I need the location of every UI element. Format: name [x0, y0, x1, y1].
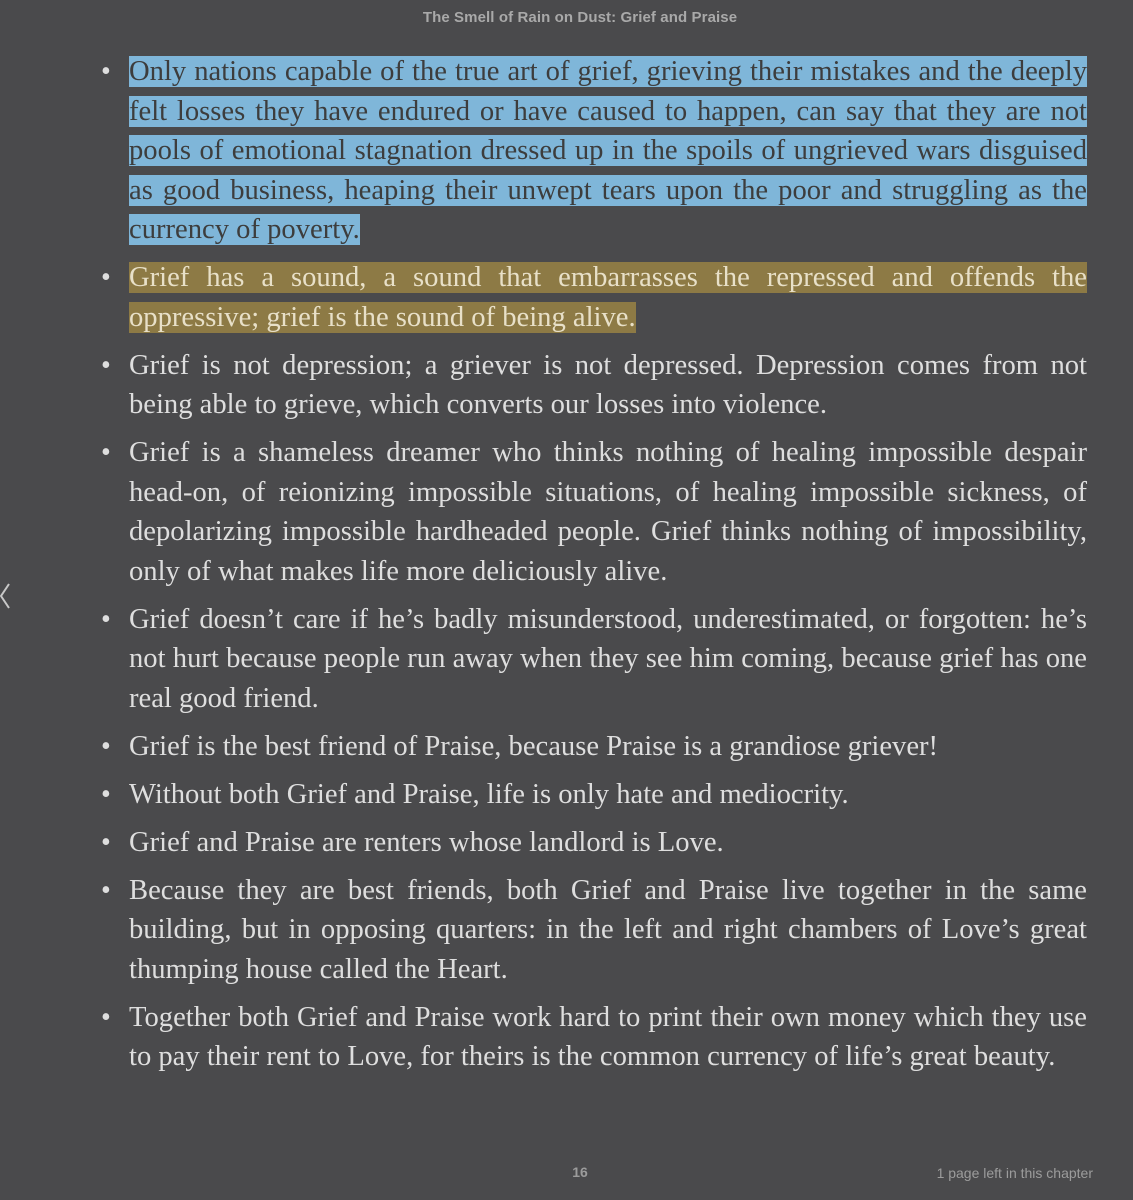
- pages-left-in-chapter: 1 page left in this chapter: [936, 1165, 1093, 1181]
- list-item[interactable]: [0, 998, 1087, 1077]
- list-item[interactable]: [0, 600, 1087, 719]
- passage-text[interactable]: Grief is not depression; a griever is not depressed. Depression comes from not being able to grieve, which converts our losses into violence.: [129, 349, 1087, 420]
- list-item[interactable]: [0, 871, 1087, 990]
- list-item[interactable]: [0, 433, 1087, 591]
- bullet-icon: •: [101, 56, 111, 87]
- passage-text[interactable]: Grief is the best friend of Praise, because Praise is a grandiose griever!: [129, 730, 939, 762]
- chapter-title: The Smell of Rain on Dust: Grief and Praise: [422, 9, 738, 26]
- passage-text[interactable]: Grief is a shameless dreamer who thinks nothing of healing impossible despair head-on, of reionizing impossible situations, of healing impossible sickness, of depolarizing impossible hardheaded people. Grief thinks nothing of impossibility, only of what makes life more deliciously alive.: [129, 437, 1087, 587]
- page-number: 16: [572, 1164, 588, 1180]
- bullet-icon: •: [101, 874, 111, 906]
- list-item[interactable]: [0, 823, 1087, 863]
- passage-text[interactable]: Grief doesn’t care if he’s badly misunderstood, underestimated, or forgotten: he’s not hurt because people run away when they see him coming, because grief has one real good friend.: [129, 603, 1087, 714]
- passage-text[interactable]: Because they are best friends, both Grief and Praise live together in the same building, but in opposing quarters: in the left and right chambers of Love’s great thumping house called the Heart.: [129, 874, 1087, 985]
- bullet-icon: •: [101, 349, 111, 381]
- highlighted-passage-gold[interactable]: Grief has a sound, a sound that embarrasses the repressed and offends the oppressive; grief is the sound of being alive.: [129, 262, 1087, 333]
- list-item[interactable]: [0, 346, 1087, 425]
- passage-text[interactable]: Without both Grief and Praise, life is only hate and mediocrity.: [129, 778, 849, 810]
- passage-text[interactable]: Grief and Praise are renters whose landlord is Love.: [129, 826, 724, 858]
- bullet-icon: •: [101, 603, 111, 635]
- list-item[interactable]: [0, 727, 1087, 767]
- passage-text[interactable]: Together both Grief and Praise work hard to print their own money which they use to pay their rent to Love, for theirs is the common currency of life’s great beauty.: [129, 1001, 1087, 1072]
- bullet-icon: •: [101, 437, 111, 468]
- bullet-icon: •: [101, 826, 111, 858]
- list-item[interactable]: [0, 775, 1087, 815]
- book-page-content: [0, 52, 1133, 1085]
- bullet-icon: •: [101, 778, 111, 810]
- bullet-icon: •: [101, 1001, 111, 1033]
- bullet-icon: •: [101, 262, 111, 293]
- list-item[interactable]: [0, 52, 1087, 250]
- list-item[interactable]: [0, 258, 1087, 337]
- bullet-icon: •: [101, 730, 111, 762]
- highlighted-passage-blue[interactable]: Only nations capable of the true art of grief, grieving their mistakes and the deeply felt losses they have endured or have caused to happen, can say that they are not pools of emotional stagnation dressed up in the spoils of ungrieved wars disguised as good business, heaping their unwept tears upon the poor and struggling as the currency of poverty.: [129, 56, 1087, 245]
